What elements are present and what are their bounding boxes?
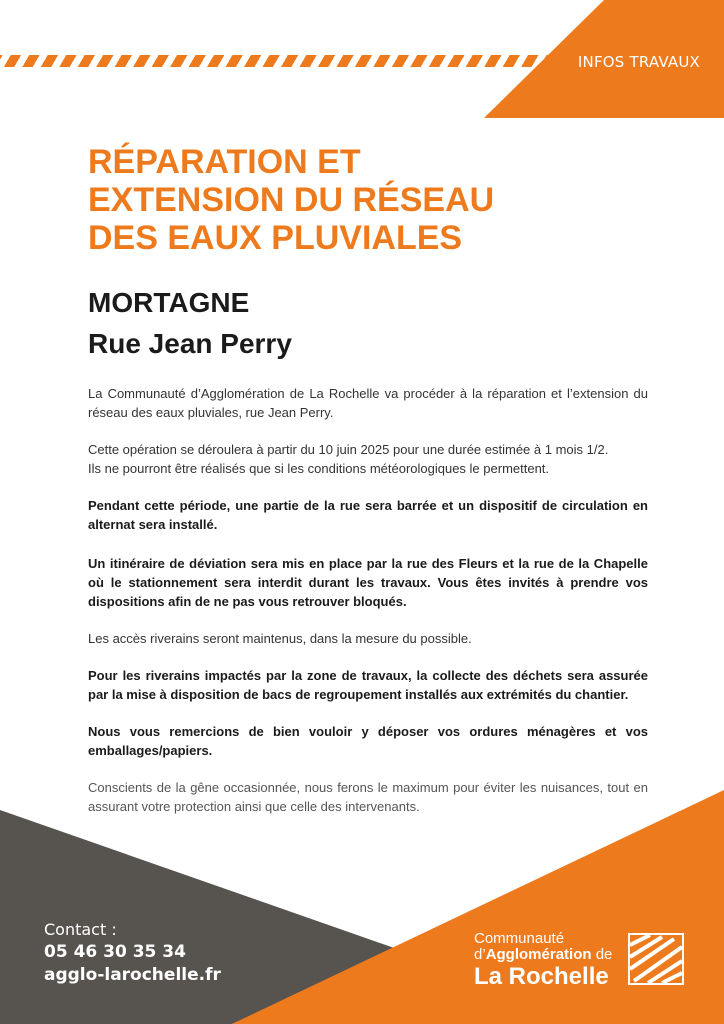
- logo-line-2: [474, 947, 612, 963]
- paragraph-closure: Pendant cette période, une partie de la rue sera barrée et un dispositif de circulation en alternat sera installé.: [88, 498, 648, 532]
- logo-line-2-prefix: d’: [474, 946, 486, 963]
- paragraph-detour: Un itinéraire de déviation sera mis en place par la rue des Fleurs et la rue de la Chapelle où le stationnement sera interdit durant les travaux. Vous êtes invités à prendre vos dispositions afin de ne pas vous retrouver bloqués.: [88, 556, 648, 609]
- contact-website[interactable]: agglo-larochelle.fr: [44, 965, 221, 985]
- category-label: INFOS TRAVAUX: [577, 53, 700, 71]
- page-title: [88, 143, 648, 257]
- paragraph-closing: Conscients de la gêne occasionnée, nous ferons le maximum pour éviter les nuisances, tout en assurant votre protection ainsi que celle des intervenants.: [88, 780, 648, 814]
- contact-phone[interactable]: 05 46 30 35 34: [44, 942, 186, 962]
- schedule-line-1: Cette opération se déroulera à partir du 10 juin 2025 pour une durée estimée à 1 mois 1/2.: [88, 442, 609, 457]
- title-line-2: EXTENSION DU RÉSEAU: [88, 181, 495, 219]
- title-line-1: RÉPARATION ET: [88, 143, 361, 181]
- paragraph-schedule: [88, 440, 648, 478]
- contact-block: [44, 919, 221, 987]
- logo-line-3: La Rochelle: [474, 963, 609, 990]
- logo-line-2-suffix: de: [591, 946, 613, 963]
- paragraph-thanks: Nous vous remercions de bien vouloir y déposer vos ordures ménagères et vos emballages/papiers.: [88, 724, 648, 758]
- paragraph-intro: La Communauté d’Agglomération de La Rochelle va procéder à la réparation et l’extension du réseau des eaux pluviales, rue Jean Perry.: [88, 386, 648, 420]
- logo-line-1: Communauté: [474, 930, 565, 947]
- town-name: MORTAGNE: [88, 287, 250, 318]
- title-line-3: DES EAUX PLUVIALES: [88, 219, 463, 257]
- street-name: Rue Jean Perry: [88, 328, 292, 359]
- paragraph-access: Les accès riverains seront maintenus, dans la mesure du possible.: [88, 631, 472, 646]
- notice-body: [88, 384, 648, 816]
- logo-mark-icon: [628, 933, 684, 985]
- agglo-logo: [474, 931, 684, 991]
- logo-line-2-bold: Agglomération: [485, 946, 592, 963]
- contact-label: Contact :: [44, 920, 117, 939]
- hazard-stripe: [0, 55, 550, 67]
- schedule-line-2: Ils ne pourront être réalisés que si les conditions météorologiques le permettent.: [88, 461, 550, 476]
- paragraph-waste: Pour les riverains impactés par la zone de travaux, la collecte des déchets sera assurée par la mise à disposition de bacs de regroupement installés aux extrémités du chantier.: [88, 668, 648, 702]
